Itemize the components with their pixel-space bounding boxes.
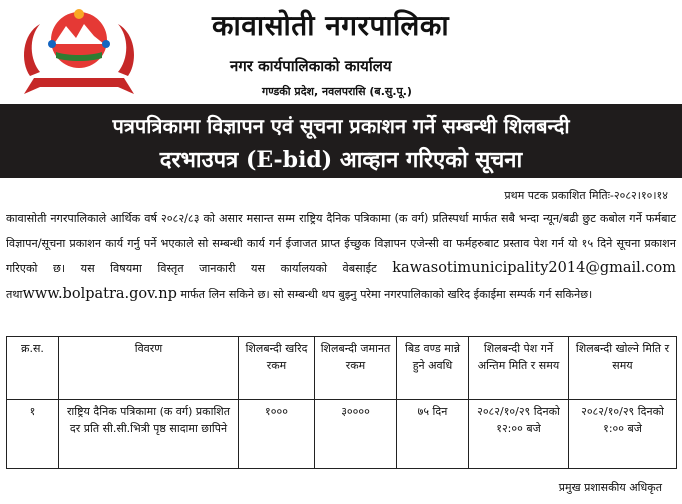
body-text-part1: कावासोती नगरपालिकाले आर्थिक वर्ष २०८२/८३ को असार मसान्त सम्म राष्ट्रिय दैनिक पत्रिकामा (क वर्ग) प्रतिस्पर्धा मार्फत सबै भन्दा न्यून/बढी छुट कबोल गर्ने फर्मबाट विज्ञापन/सूचना प्रकाशन कार्य गर्नु पर्ने भएकाले सो सम्बन्धी कार्य गर्न ईजाजत प्राप्त ईच्छुक विज्ञापन एजेन्सी वा फर्महरुबाट प्रस्ताव पेश गर्न यो १५ दिने सूचना प्रकाशन गरिएको छ। यस विषयमा विस्तृत जानकारी यस कार्यालयको वेबसाईट: [6, 212, 676, 275]
table-header-row: [7, 337, 677, 400]
col-header-opening: शिलबन्दी खोल्ने मिति र समय: [569, 337, 677, 400]
col-header-sn: क्र.स.: [7, 337, 59, 400]
cell-purchase-amount: १०००: [239, 400, 315, 469]
body-text-part3: मार्फत लिन सकिने छ। सो सम्बन्धी थप बुझ्नु परेमा नगरपालिकाको खरिद ईकाईमा सम्पर्क गर्न सकिनेछ।: [176, 287, 593, 301]
bid-details-table: [6, 336, 677, 469]
notice-title-line2: दरभाउपत्र (E-bid) आव्हान गरिएको सूचना: [159, 147, 523, 173]
website-link[interactable]: www.bolpatra.gov.np: [22, 285, 177, 302]
signature-title: प्रमुख प्रशासकीय अधिकृत: [558, 481, 662, 494]
notice-body: [6, 207, 676, 307]
office-name: नगर कार्यपालिकाको कार्यालय: [230, 57, 392, 75]
publish-date: प्रथम पटक प्रकाशित मितिः-२०८२।१०।१४: [504, 189, 668, 202]
table-row: [7, 400, 677, 469]
municipality-emblem-icon: [10, 4, 148, 102]
cell-submission: २०८२/१०/२९ दिनको १२:०० बजे: [469, 400, 569, 469]
col-header-purchase-amount: शिलबन्दी खरिद रकम: [239, 337, 315, 400]
col-header-description: विवरण: [59, 337, 239, 400]
cell-description: राष्ट्रिय दैनिक पत्रिकामा (क वर्ग) प्रकाशित दर प्रति सी.सी.भित्री पृष्ठ सादामा छापिने: [59, 400, 239, 469]
header: [0, 0, 682, 104]
cell-opening: २०८२/१०/२९ दिनको १:०० बजे: [569, 400, 677, 469]
cell-validity: ७५ दिन: [397, 400, 469, 469]
notice-title-line1: पत्रपत्रिकामा विज्ञापन एवं सूचना प्रकाशन गर्ने सम्बन्धी शिलबन्दी: [112, 114, 570, 138]
cell-sn: १: [7, 400, 59, 469]
email-link[interactable]: kawasotimunicipality2014@gmail.com: [392, 260, 676, 276]
address: गण्डकी प्रदेश, नवलपरासि (ब.सु.पू.): [262, 85, 412, 98]
col-header-validity: बिड वण्ड मान्ने हुने अवधि: [397, 337, 469, 400]
org-name: कावासोती नगरपालिका: [212, 9, 450, 42]
notice-title-banner: [0, 104, 682, 178]
col-header-submission: शिलबन्दी पेश गर्ने अन्तिम मिति र समय: [469, 337, 569, 400]
cell-deposit-amount: ३००००: [315, 400, 397, 469]
col-header-deposit-amount: शिलबन्दी जमानत रकम: [315, 337, 397, 400]
body-text-part2: तथा: [6, 287, 23, 301]
